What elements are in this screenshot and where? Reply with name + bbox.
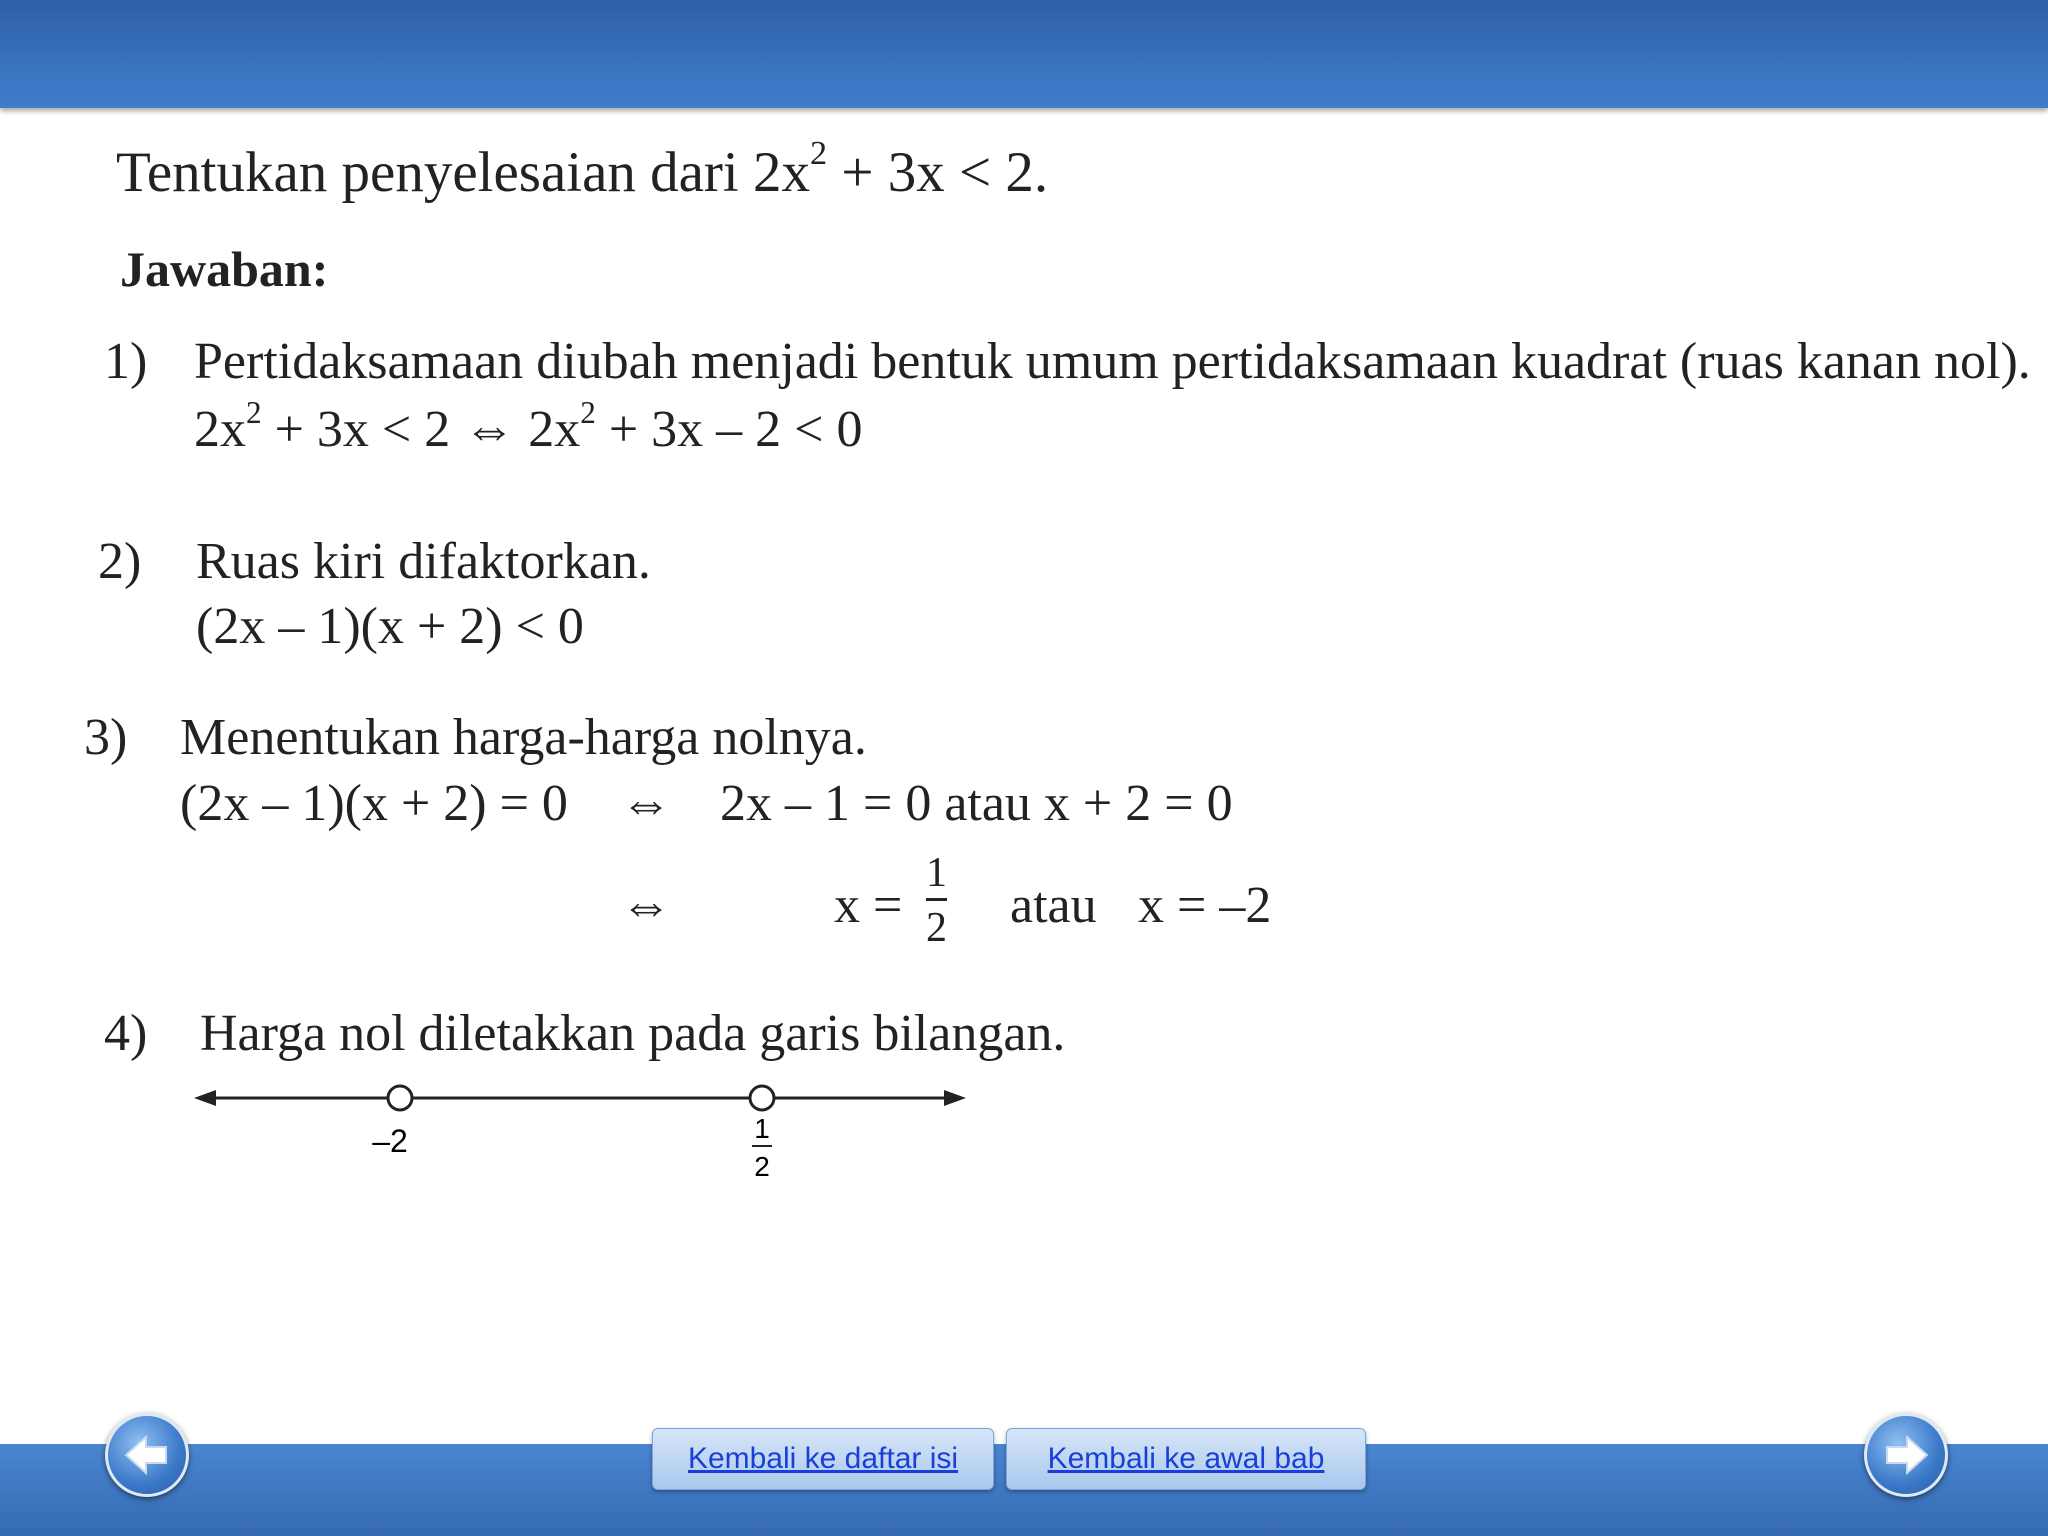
fraction-one-half: $\frac{1}{2}$ [926,850,947,951]
step-2-number: 2) [98,533,142,590]
question-title: Tentukan penyelesaian dari $2x^2 + 3x < 2$. [116,134,1049,204]
toc-link-button[interactable]: Kembali ke daftar isi [652,1428,994,1490]
arrow-right-icon [1879,1428,1933,1482]
right-arrow-head [944,1090,966,1106]
back-button[interactable] [105,1413,189,1497]
step-3-equation-right: 2x – 1 = 0 atau x + 2 = 0 [720,775,1233,832]
step-3-text: Menentukan harga-harga nolnya. [180,709,867,766]
step-1-number: 1) [104,333,148,390]
step-4-text: Harga nol diletakkan pada garis bilangan. [200,1005,1066,1062]
left-arrow-head [194,1090,216,1106]
step-3-equation-left: (2x – 1)(x + 2) = 0 [180,775,568,832]
number-line [190,1070,980,1200]
answer-heading: Jawaban: [120,241,329,297]
step-1-math: $2x^2 + 3x < 2$ ⇔ $2x^2 + 3x - 2 < 0$ [194,395,863,458]
step-1-text: Pertidaksamaan diubah menjadi bentuk umum pertidaksamaan kuadrat (ruas kanan nol). [194,333,2031,390]
top-banner [0,0,2048,108]
label-half-num: 1 [754,1113,770,1144]
atau-word: atau [1010,877,1097,934]
x-equals: x = [834,877,903,934]
x-equals-neg2: x = –2 [1138,877,1272,934]
iff-symbol-2: ⇔ [620,877,672,934]
open-point-half [750,1086,774,1110]
arrow-left-icon [120,1428,174,1482]
step-4-number: 4) [104,1005,148,1062]
step-3-number: 3) [84,709,128,766]
label-half-den: 2 [754,1151,770,1182]
iff-symbol: ⇔ [620,775,672,832]
next-button[interactable] [1864,1413,1948,1497]
step-2-text: Ruas kiri difaktorkan. [196,533,651,590]
step-2-math: (2x – 1)(x + 2) < 0 [196,598,584,655]
label-neg2: –2 [372,1123,408,1159]
chapter-start-link-button[interactable]: Kembali ke awal bab [1006,1428,1366,1490]
open-point-neg2 [388,1086,412,1110]
